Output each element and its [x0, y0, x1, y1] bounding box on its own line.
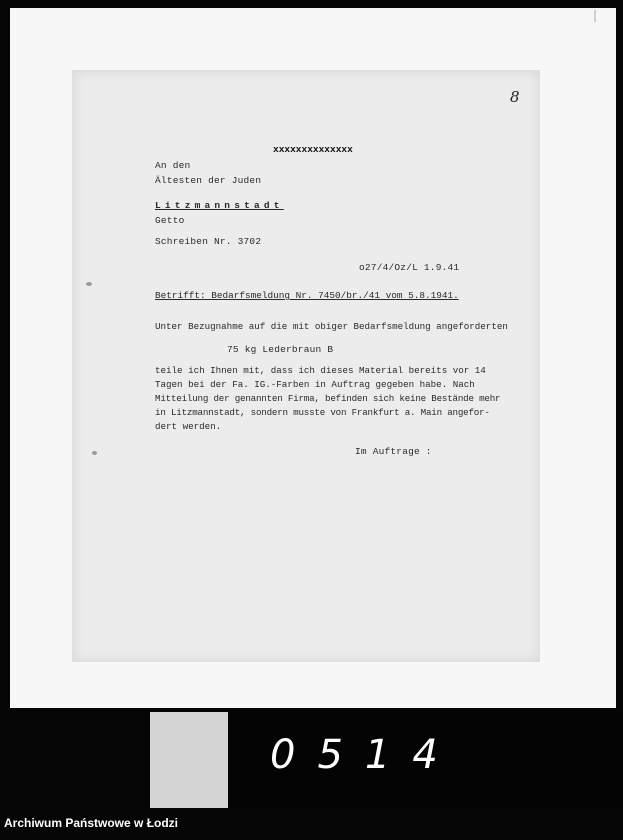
body-line: dert werden.	[155, 421, 222, 432]
scan-edge-mark	[594, 10, 596, 22]
item-line: 75 kg Lederbraun B	[227, 344, 334, 355]
paper-speck	[92, 451, 97, 455]
city-name: Litzmannstadt	[155, 200, 284, 211]
archive-label: Archiwum Państwowe w Łodzi	[4, 816, 179, 830]
page-number-mark: 8	[510, 88, 520, 106]
subject-line: Betrifft: Bedarfsmeldung Nr. 7450/br./41 vom 5.8.1941.	[155, 290, 459, 301]
film-frame-number: 0514	[270, 732, 460, 778]
address-line-2: Ältesten der Juden	[155, 175, 262, 186]
district-name: Getto	[155, 215, 185, 226]
address-line-1: An den	[155, 160, 191, 171]
body-line: Mitteilung der genannten Firma, befinden sich keine Bestände mehr	[155, 393, 501, 404]
closing-line: Im Auftrage :	[355, 446, 432, 457]
letter-reference: Schreiben Nr. 3702	[155, 236, 262, 247]
document-page	[72, 70, 540, 662]
body-line: teile ich Ihnen mit, dass ich dieses Material bereits vor 14	[155, 365, 486, 376]
paper-speck	[86, 282, 92, 286]
body-intro: Unter Bezugnahme auf die mit obiger Bedarfsmeldung angeforderten	[155, 321, 508, 332]
body-line: Tagen bei der Fa. IG.-Farben in Auftrag gegeben habe. Nach	[155, 379, 475, 390]
header-stamp: xxxxxxxxxxxxxx	[273, 144, 353, 155]
reference-date: o27/4/Oz/L 1.9.41	[359, 262, 460, 273]
body-line: in Litzmannstadt, sondern musste von Frankfurt a. Main angefor-	[155, 407, 490, 418]
